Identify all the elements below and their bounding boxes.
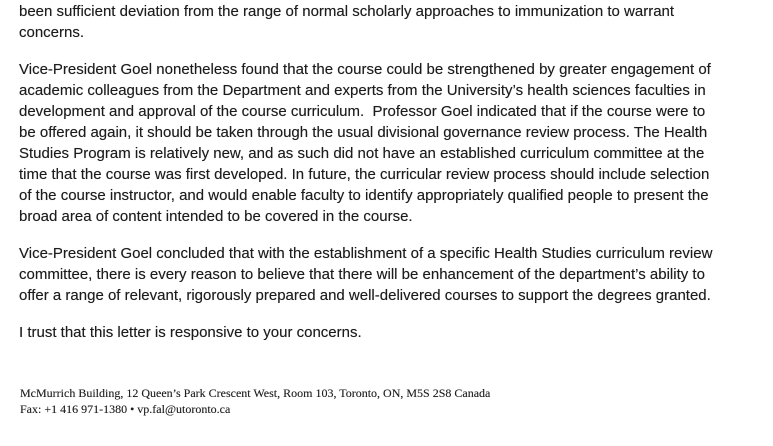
text-line: concerns. <box>19 24 85 41</box>
letter-paragraph <box>19 59 712 227</box>
letter-body <box>19 1 712 359</box>
text-line: Vice-President Goel concluded that with the establishment of a specific Health Studies curriculum review <box>19 245 713 262</box>
footer-address: McMurrich Building, 12 Queen’s Park Crescent West, Room 103, Toronto, ON, M5S 2S8 Canada <box>20 386 491 400</box>
text-line: academic colleagues from the Department and experts from the University’s health sciences faculties in <box>19 82 706 99</box>
letter-paragraph <box>19 1 712 43</box>
text-line: Studies Program is relatively new, and as such did not have an established curriculum committee at the <box>19 145 705 162</box>
text-line: I trust that this letter is responsive to your concerns. <box>19 324 362 341</box>
letter-footer <box>20 385 490 417</box>
footer-contact: Fax: +1 416 971-1380 • vp.fal@utoronto.ca <box>20 402 231 416</box>
text-line: of the course instructor, and would enable faculty to identify appropriately qualified people to present the <box>19 187 709 204</box>
text-line: Vice-President Goel nonetheless found that the course could be strengthened by greater engagement of <box>19 61 711 78</box>
text-line: offer a range of relevant, rigorously prepared and well-delivered courses to support the degrees granted. <box>19 287 711 304</box>
text-line: be offered again, it should be taken through the usual divisional governance review process. The Health <box>19 124 708 141</box>
text-line: time that the course was first developed. In future, the curricular review process should include selection <box>19 166 710 183</box>
letter-paragraph <box>19 322 712 343</box>
text-line: committee, there is every reason to believe that there will be enhancement of the department’s ability to <box>19 266 705 283</box>
text-line: been sufficient deviation from the range of normal scholarly approaches to immunization to warrant <box>19 3 675 20</box>
text-line: development and approval of the course curriculum. Professor Goel indicated that if the course were to <box>19 103 706 120</box>
text-line: broad area of content intended to be covered in the course. <box>19 208 413 225</box>
letter-paragraph <box>19 243 712 306</box>
